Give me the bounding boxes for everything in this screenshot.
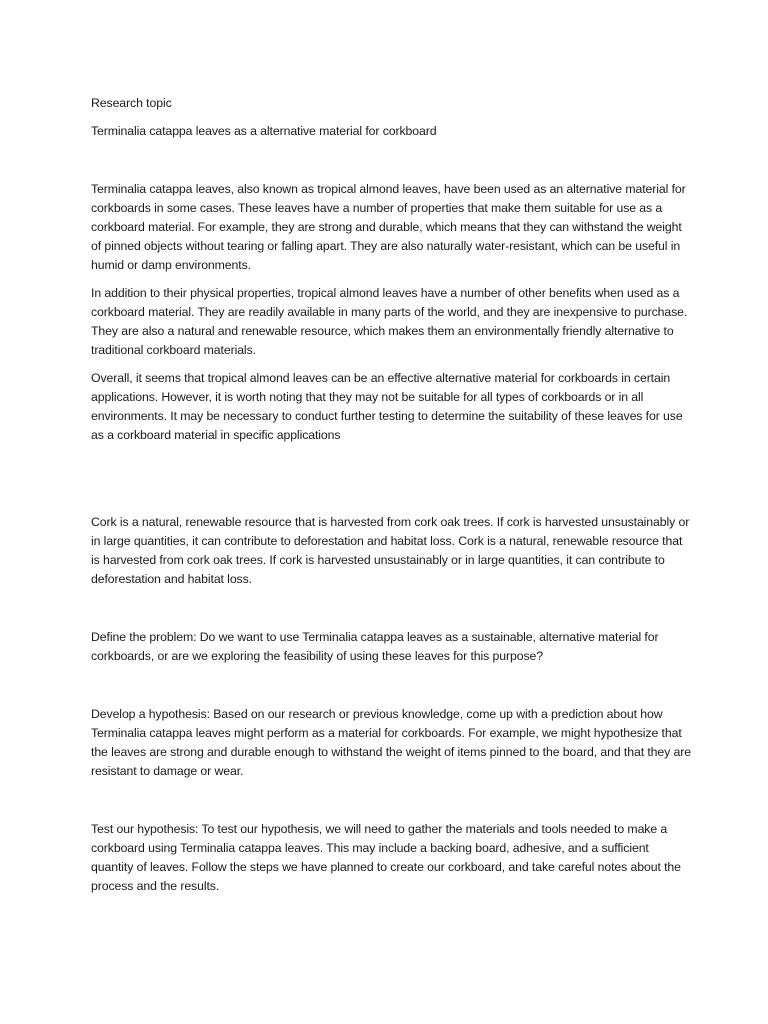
paragraph-cork-resource: Cork is a natural, renewable resource that is harvested from cork oak trees. If cork is harvested unsustainably or in large quantities, it can contribute to deforestation and habitat loss. Cork is a natural, renewable resource that is harvested from cork oak trees. If cork is harvested unsustainably or in large quantities, it can contribute to deforestation and habitat loss. [91,515,690,586]
paragraph-define-problem: Define the problem: Do we want to use Terminalia catappa leaves as a sustainable, alternative material for corkboards, or are we exploring the feasibility of using these leaves for this purpose? [91,630,659,663]
paragraph-test-hypothesis: Test our hypothesis: To test our hypothesis, we will need to gather the materials and tools needed to make a corkboard using Terminalia catappa leaves. This may include a backing board, adhesive, and a sufficient quantity of leaves. Follow the steps we have planned to create our corkboard, and take careful notes about the process and the results. [91,822,681,893]
paragraph-overall: Overall, it seems that tropical almond leaves can be an effective alternative material for corkboards in certain applications. However, it is worth noting that they may not be suitable for all types of corkboards or in all environments. It may be necessary to conduct further testing to determine the suitability of these leaves for use as a corkboard material in specific applications [91,371,683,442]
paragraph-other-benefits: In addition to their physical properties, tropical almond leaves have a number of other benefits when used as a corkboard material. They are readily available in many parts of the world, and they are inexpensive to purchase. They are also a natural and renewable resource, which makes them an environmentally friendly alternative to traditional corkboard materials. [91,286,688,357]
paragraph-develop-hypothesis: Develop a hypothesis: Based on our research or previous knowledge, come up with a prediction about how Terminalia catappa leaves might perform as a material for corkboards. For example, we might hypothesize that the leaves are strong and durable enough to withstand the weight of items pinned to the board, and that they are resistant to damage or wear. [91,707,691,778]
document-title: Terminalia catappa leaves as a alternative material for corkboard [91,124,437,138]
paragraph-leaves-properties: Terminalia catappa leaves, also known as tropical almond leaves, have been used as an alternative material for corkboards in some cases. These leaves have a number of properties that make them suitable for use as a corkboard material. For example, they are strong and durable, which means that they can withstand the weight of pinned objects without tearing or falling apart. They are also naturally water-resistant, which can be useful in humid or damp environments. [91,182,686,272]
research-topic-heading: Research topic [91,96,172,110]
